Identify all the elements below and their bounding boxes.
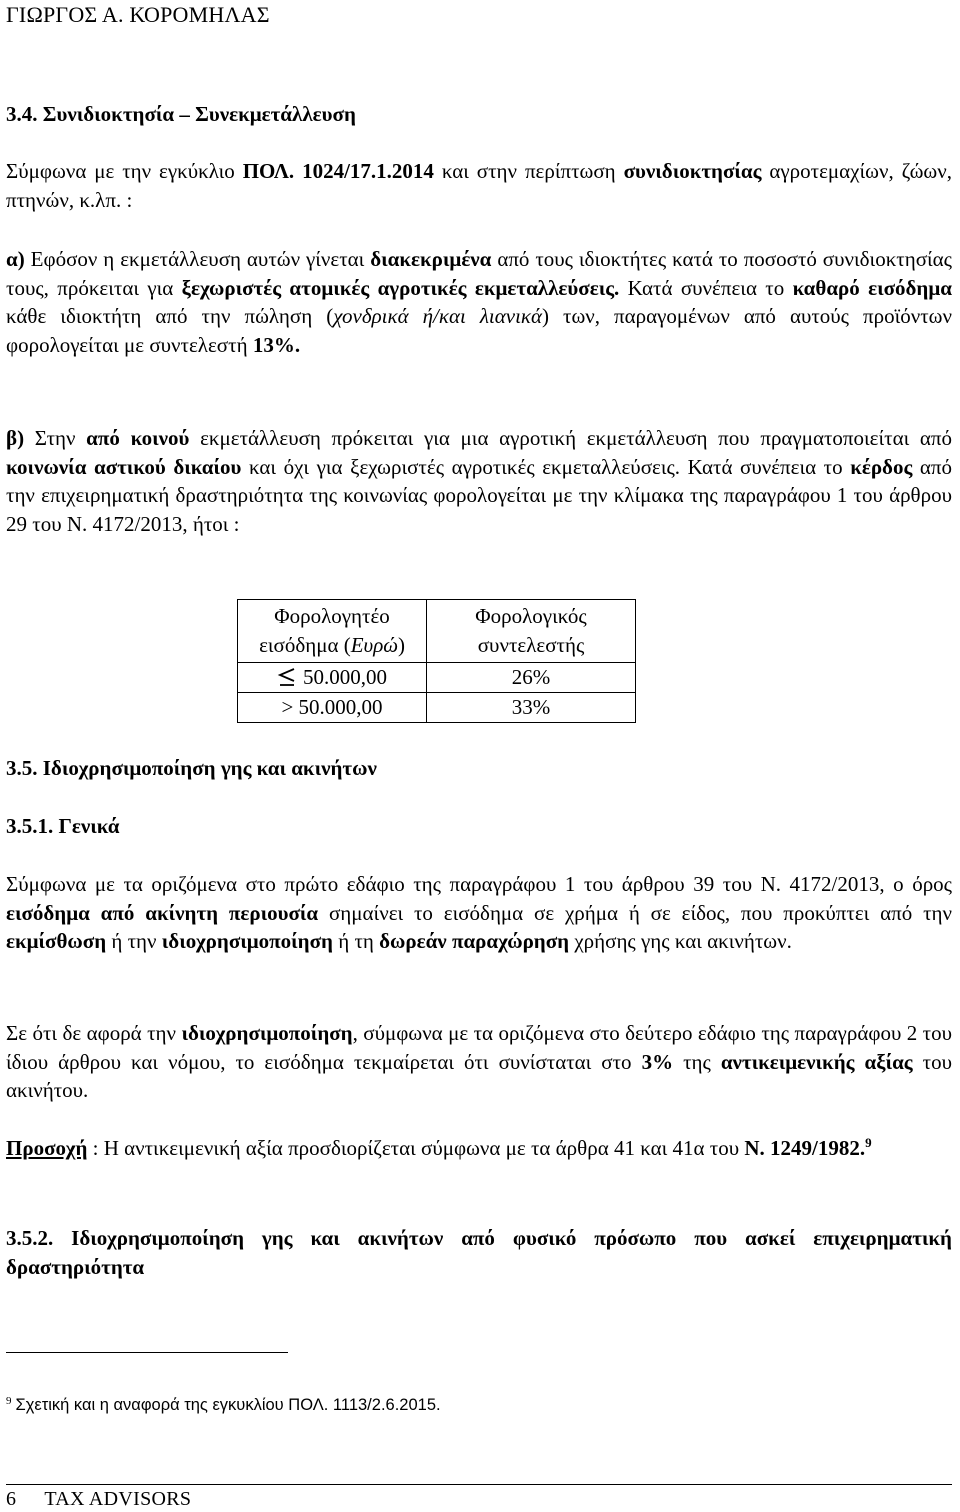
text-run: Σε ότι δε αφορά την (6, 1021, 182, 1045)
section-3-5-1-paragraph-1 (6, 870, 952, 956)
paragraph-a (6, 245, 952, 359)
footer-brand: TAX ADVISORS (44, 1488, 192, 1510)
section-3-5-title: 3.5. Ιδιοχρησιμοποίηση γης και ακινήτων (6, 756, 377, 780)
text-run: σημαίνει το εισόδημα σε χρήμα ή σε είδος, που προκύπτει από την (318, 900, 952, 925)
text-run: Κατά συνέπεια το (619, 275, 793, 300)
text-run: χονδρικά ή/και λιανικά (333, 304, 543, 329)
footer-rule (6, 1484, 952, 1485)
table-cell-rate: 33% (427, 693, 636, 723)
text-run: ΠΟΛ. 1024/17.1.2014 (242, 159, 434, 183)
text-run: α) (6, 247, 25, 271)
page-footer (6, 1488, 191, 1511)
text-run: 13%. (252, 332, 301, 357)
text-run: Προσοχή (6, 1136, 88, 1160)
text-run: Σύμφωνα με τα οριζόμενα στο πρώτο εδάφιο της παραγράφου 1 του άρθρου 39 του Ν. 4172/2013, ο όρος (6, 872, 952, 896)
section-3-4-intro (6, 157, 952, 214)
text-run: κοινωνία αστικού δικαίου (6, 454, 242, 479)
table-header-row (238, 600, 636, 663)
header-text: ) (397, 633, 405, 657)
text-run: Ν. 1249/1982. (744, 1136, 866, 1160)
text-run: ιδιοχρησιμοποίηση (161, 929, 333, 954)
section-3-4-title: 3.4. Συνιδιοκτησία – Συνεκμετάλλευση (6, 102, 356, 126)
footnote (6, 1396, 441, 1415)
text-run: διακεκριμένα (370, 247, 492, 271)
text-run: ξεχωριστές ατομικές αγροτικές εκμεταλλεύσεις. (181, 275, 620, 300)
table-cell-income: > 50.000,00 (238, 693, 427, 723)
table-row (238, 693, 636, 723)
section-3-5-1-paragraph-2 (6, 1019, 952, 1105)
text-run: της (673, 1049, 721, 1074)
table-row (238, 663, 636, 693)
text-run: ) των, παραγομένων από αυτούς προϊόντων φορολογείται με συντελεστή (6, 304, 952, 357)
table-header-income (238, 600, 427, 663)
text-run: αγροτεμαχίων, ζώων, πτηνών, κ.λπ. : (6, 159, 952, 212)
text-run: ή την (106, 929, 162, 954)
text-run: αντικειμενικής αξίας (720, 1049, 913, 1074)
text-run: Σύμφωνα με την εγκύκλιο (6, 159, 243, 183)
attention-note (6, 1134, 952, 1163)
table-cell-income (238, 663, 427, 693)
text-run: δωρεάν παραχώρηση (379, 929, 570, 954)
text-run: : Η αντικειμενική αξία προσδιορίζεται σύμφωνα με τα άρθρα 41 και 41α του (87, 1136, 745, 1160)
header-text: Φορολογητέο (274, 604, 390, 628)
text-run: Στην (24, 426, 87, 450)
text-run: καθαρό εισόδημα (792, 275, 952, 300)
header-text: Ευρώ (350, 633, 398, 657)
cell-text: 50.000,00 (303, 665, 387, 689)
text-run: Εφόσον η εκμετάλλευση αυτών γίνεται (24, 247, 371, 271)
text-run: β) (6, 426, 25, 450)
text-run: χρήσης γης και ακινήτων. (569, 929, 792, 954)
text-run: 3% (641, 1049, 674, 1074)
tax-rate-table (237, 599, 636, 723)
text-run: εισόδημα από ακίνητη περιουσία (6, 900, 319, 925)
paragraph-b (6, 424, 952, 538)
text-run: εκμίσθωση (6, 929, 107, 954)
text-run: και στην περίπτωση (433, 159, 624, 183)
text-run: ιδιοχρησιμοποίηση (181, 1021, 353, 1045)
header-text: συντελεστής (477, 633, 585, 657)
footnote-reference: 9 (865, 1135, 872, 1150)
text-run: ή τη (332, 929, 380, 954)
table-header-rate (427, 600, 636, 663)
page-number: 6 (6, 1488, 17, 1510)
text-run: συνιδιοκτησίας (623, 159, 762, 183)
footnote-separator (6, 1352, 288, 1353)
header-text: εισόδημα ( (259, 633, 351, 657)
text-run: από την επιχειρηματική δραστηριότητα της κοινωνίας φορολογείται με την κλίμακα της παραγράφου 1 του άρθρου 29 του Ν. 4172/2013, ήτοι : (6, 454, 952, 536)
text-run: κέρδος (850, 454, 913, 479)
text-run: από κοινού (86, 426, 190, 450)
table-cell-rate: 26% (427, 663, 636, 693)
footnote-number: 9 (6, 1395, 12, 1407)
header-text: Φορολογικός (475, 604, 587, 628)
footnote-text: Σχετική και η αναφορά της εγκυκλίου ΠΟΛ. 1113/2.6.2015. (15, 1396, 441, 1414)
less-than-or-equal-icon (277, 667, 297, 687)
text-run: κάθε ιδιοκτήτη από την πώληση ( (6, 304, 334, 329)
text-run: από τους ιδιοκτήτες κατά το ποσοστό συνιδιοκτησίας τους, πρόκειται για (6, 247, 952, 300)
running-header: ΓΙΩΡΓΟΣ Α. ΚΟΡΟΜΗΛΑΣ (6, 2, 270, 27)
text-run: εκμετάλλευση πρόκειται για μια αγροτική εκμετάλλευση που πραγματοποιείται από (189, 426, 952, 450)
text-run: του ακινήτου. (6, 1049, 952, 1103)
text-run: , σύμφωνα με τα οριζόμενα στο δεύτερο εδάφιο της παραγράφου 2 του ίδιου άρθρου και νόμου, το εισόδημα τεκμαίρεται ότι συνίσταται στο (6, 1021, 953, 1074)
text-run: και όχι για ξεχωριστές αγροτικές εκμεταλλεύσεις. Κατά συνέπεια το (241, 454, 851, 479)
section-3-5-1-title: 3.5.1. Γενικά (6, 814, 120, 838)
section-3-5-2-title: 3.5.2. Ιδιοχρησιμοποίηση γης και ακινήτων από φυσικό πρόσωπο που ασκεί επιχειρηματική δραστηριότητα (6, 1226, 952, 1279)
